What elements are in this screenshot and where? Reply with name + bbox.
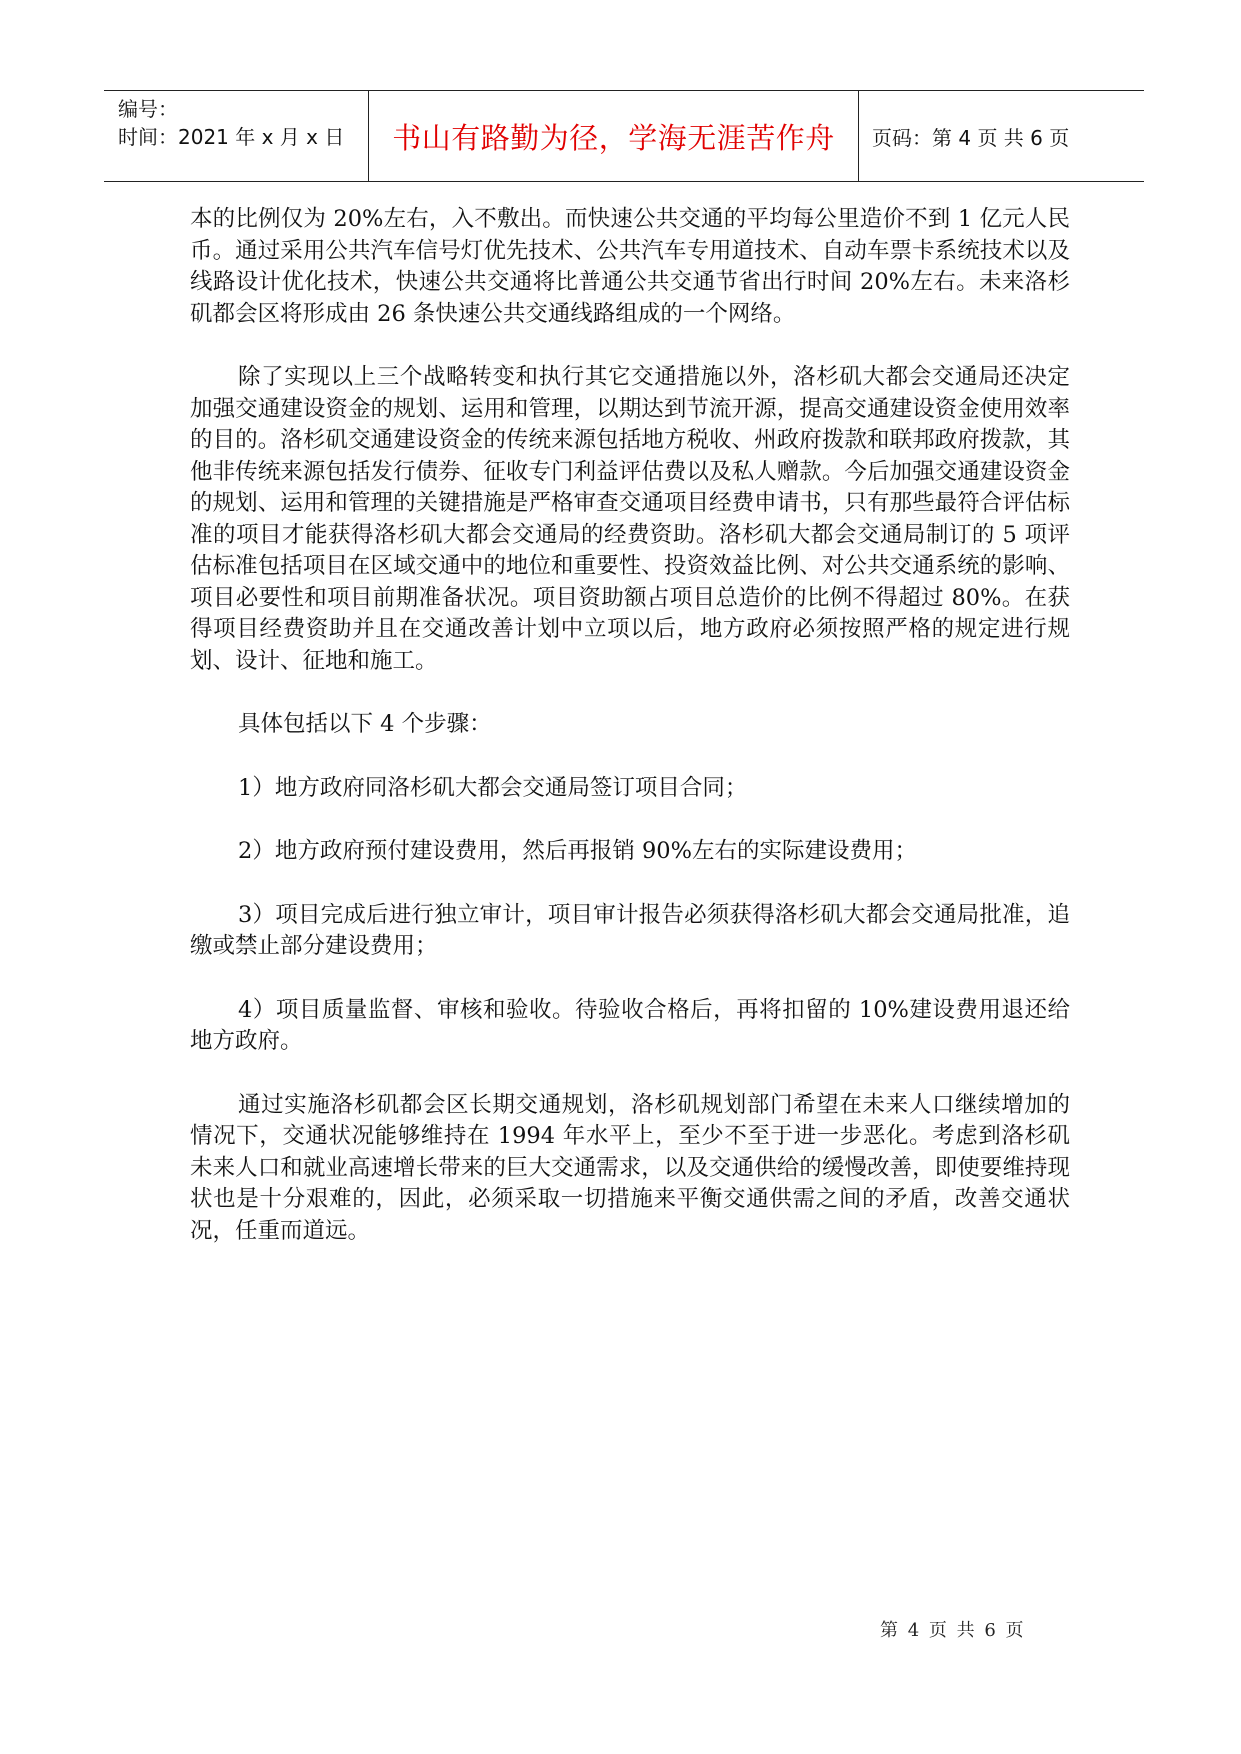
body-paragraph: 本的比例仅为 20%左右，入不敷出。而快速公共交通的平均每公里造价不到 1 亿元人民币。通过采用公共汽车信号灯优先技术、公共汽车专用道技术、自动车票卡系统技术以及线路设计优化技术，快速公共交通将比普通公共交通节省出行时间 20%左右。未来洛杉矶都会区将形成由 26 条快速公共交通线路组成的一个网络。 [190,206,1070,327]
list-item: 4）项目质量监督、审核和验收。待验收合格后，再将扣留的 10%建设费用退还给地方政府。 [190,996,1070,1054]
list-item: 2）地方政府预付建设费用，然后再报销 90%左右的实际建设费用； [238,838,917,864]
page-header [104,90,1144,182]
body-paragraph: 通过实施洛杉矶都会区长期交通规划，洛杉矶规划部门希望在未来人口继续增加的情况下，交通状况能够维持在 1994 年水平上，至少不至于进一步恶化。考虑到洛杉矶未来人口和就业高速增长带来的巨大交通需求，以及交通供给的缓慢改善，即使要维持现状也是十分艰难的，因此，必须采取一切措施来平衡交通供需之间的矛盾，改善交通状况，任重而道远。 [190,1091,1070,1244]
header-meta [118,91,368,181]
header-time-label: 时间：2021 年 x 月 x 日 [118,125,345,149]
header-page-info: 页码：第 4 页 共 6 页 [872,125,1070,150]
header-number-label: 编号： [118,97,178,121]
document-body [190,204,1070,1279]
header-motto: 书山有路勤为径，学海无涯苦作舟 [392,120,835,155]
page-footer: 第 4 页 共 6 页 [880,1620,1024,1641]
body-paragraph: 具体包括以下 4 个步骤： [238,711,492,737]
body-paragraph: 除了实现以上三个战略转变和执行其它交通措施以外，洛杉矶大都会交通局还决定加强交通建设资金的规划、运用和管理，以期达到节流开源，提高交通建设资金使用效率的目的。洛杉矶交通建设资金的传统来源包括地方税收、州政府拨款和联邦政府拨款，其他非传统来源包括发行债券、征收专门利益评估费以及私人赠款。今后加强交通建设资金的规划、运用和管理的关键措施是严格审查交通项目经费申请书，只有那些最符合评估标准的项目才能获得洛杉矶大都会交通局的经费资助。洛杉矶大都会交通局制订的 5 项评估标准包括项目在区域交通中的地位和重要性、投资效益比例、对公共交通系统的影响、项目必要性和项目前期准备状况。项目资助额占项目总造价的比例不得超过 80%。在获得项目经费资助并且在交通改善计划中立项以后，地方政府必须按照严格的规定进行规划、设计、征地和施工。 [190,364,1070,674]
header-divider [858,91,859,181]
list-item: 3）项目完成后进行独立审计，项目审计报告必须获得洛杉矶大都会交通局批准，追缴或禁止部分建设费用； [190,901,1070,959]
list-item: 1）地方政府同洛杉矶大都会交通局签订项目合同； [238,774,748,801]
